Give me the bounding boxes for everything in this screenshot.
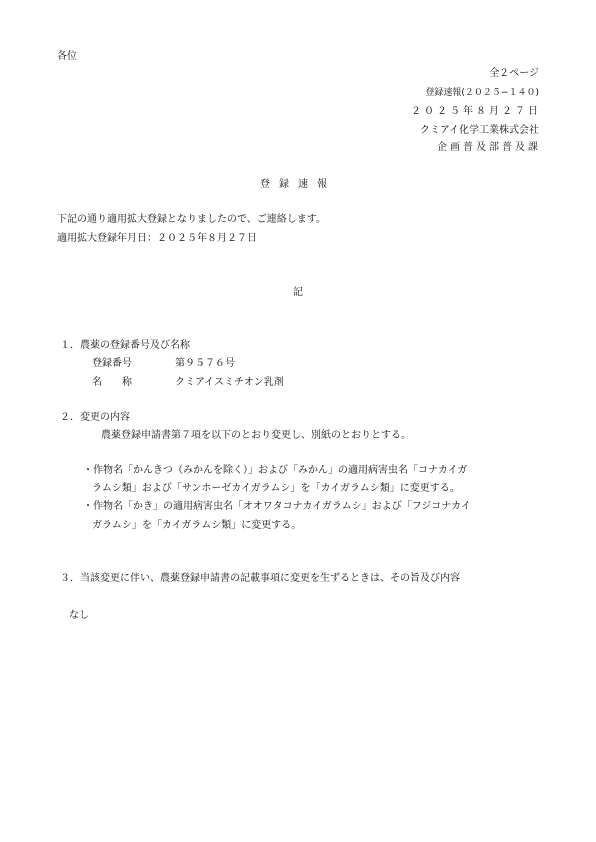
section3-heading: ３．当該変更に伴い、農薬登録申請書の記載事項に変更を生ずるときは、その旨及び内容: [60, 573, 460, 584]
addressee: 各位: [57, 51, 77, 62]
section1-heading: １．農薬の登録番号及び名称: [60, 340, 190, 351]
ki-marker: 記: [293, 287, 303, 298]
product-name-label: 名 称: [92, 377, 132, 388]
intro-line-1: 下記の通り適用拡大登録となりましたので、ご連絡します。: [57, 214, 326, 225]
change-bullet-1-line-1: ・作物名「かんきつ（みかんを除く）」および「みかん」の適用病害虫名「コナカイガ: [83, 465, 468, 476]
page-count: 全２ページ: [489, 68, 539, 79]
change-bullet-2-line-2: ガラムシ」を「カイガラムシ類」に変更する。: [92, 520, 302, 531]
report-number: 登録速報(２０２５−１４０): [425, 88, 539, 98]
issue-date: ２０２５年８月２７日: [411, 106, 541, 117]
department-name: 企画普及部普及課: [437, 142, 541, 153]
intro-line-2: 適用拡大登録年月日：２０２５年８月２７日: [57, 233, 257, 244]
product-name-value: クミアイスミチオン乳剤: [175, 377, 284, 388]
change-bullet-1-line-2: ラムシ類」および「サンホーゼカイガラムシ」を「カイガラムシ類」に変更する。: [92, 483, 460, 494]
registration-number-label: 登録番号: [92, 358, 132, 369]
section3-value: なし: [69, 610, 89, 621]
section2-heading: ２．変更の内容: [60, 412, 130, 423]
registration-number-value: 第９５７６号: [175, 358, 235, 369]
section2-summary: 農薬登録申請書第７項を以下のとおり変更し、別紙のとおりとする。: [101, 430, 411, 441]
document-title: 登録速報: [260, 179, 336, 190]
change-bullet-2-line-1: ・作物名「かき」の適用病害虫名「オオワタコナカイガラムシ」および「フジコナカイ: [83, 501, 471, 512]
company-name: クミアイ化学工業株式会社: [419, 125, 539, 136]
